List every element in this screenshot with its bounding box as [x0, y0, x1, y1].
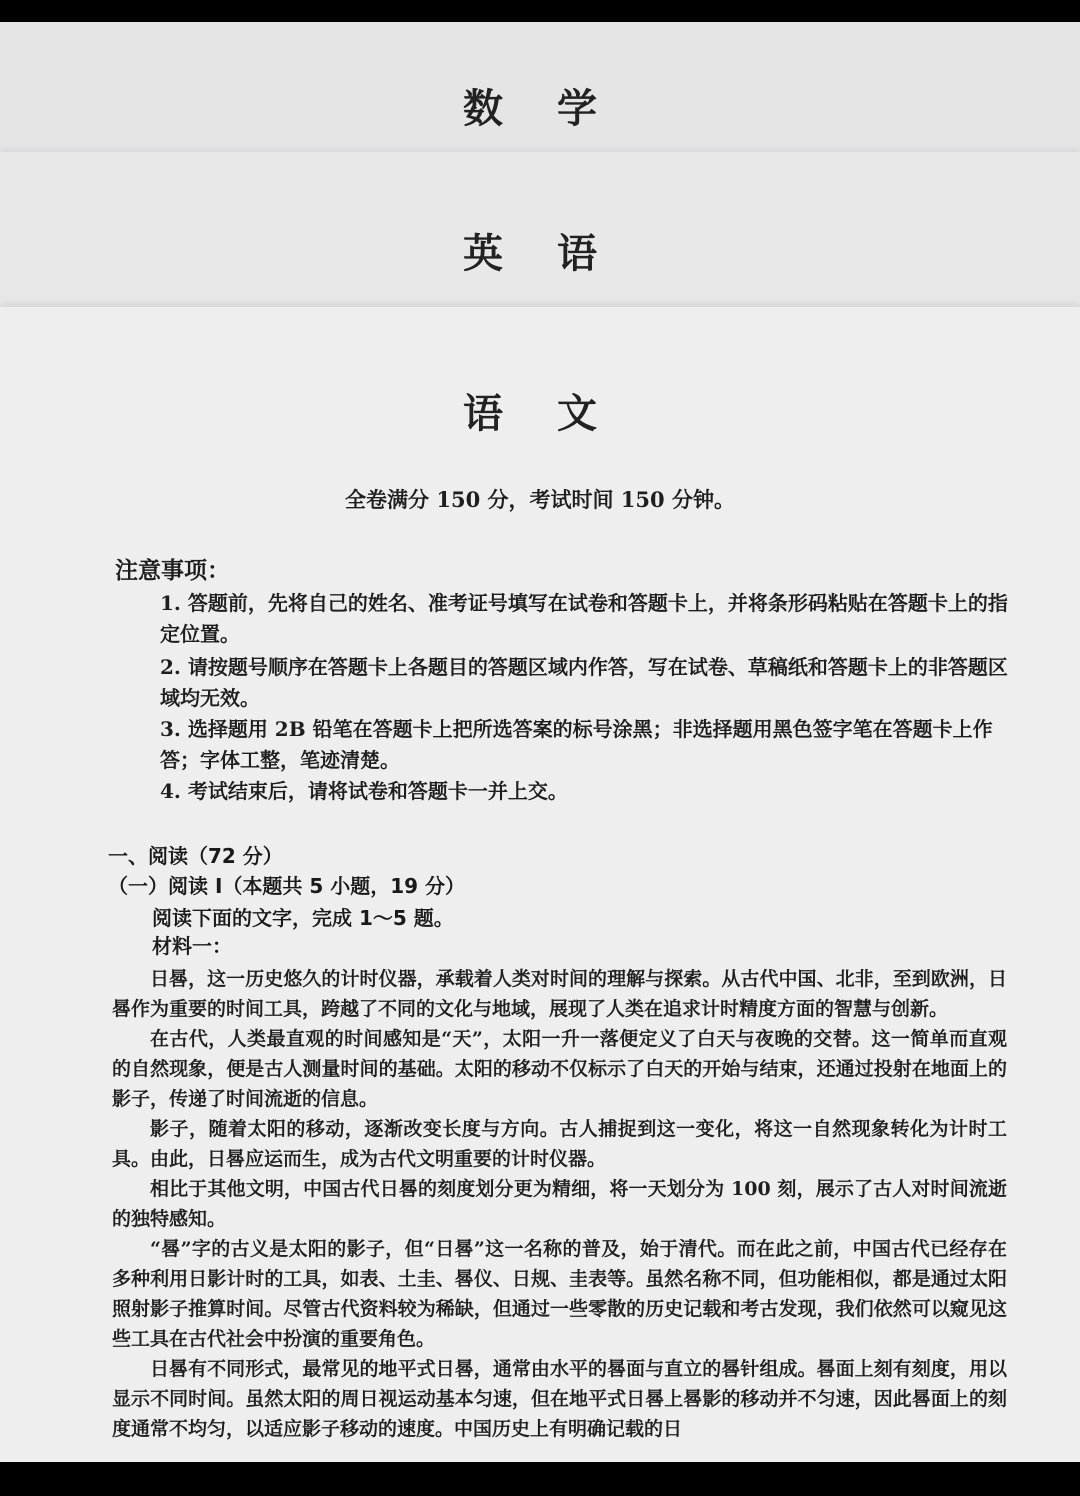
- passage-paragraph: 日晷，这一历史悠久的计时仪器，承载着人类对时间的理解与探索。从古代中国、北非，至到欧洲，日晷作为重要的时间工具，跨越了不同的文化与地域，展现了人类在追求计时精度方面的智慧与创新。: [112, 968, 1007, 1020]
- passage-paragraph: 影子，随着太阳的移动，逐渐改变长度与方向。古人捕捉到这一变化，将这一自然现象转化为计时工具。由此，日晷应运而生，成为古代文明重要的计时仪器。: [112, 1118, 1007, 1170]
- note-item: 1. 答题前，先将自己的姓名、准考证号填写在试卷和答题卡上，并将条形码粘贴在答题卡上的指定位置。: [160, 591, 1008, 646]
- material-label: 材料一：: [152, 934, 232, 958]
- section-heading: 一、阅读（72 分）: [108, 844, 283, 868]
- passage-paragraph: 在古代，人类最直观的时间感知是“天”，太阳一升一落便定义了白天与夜晚的交替。这一简单而直观的自然现象，便是古人测量时间的基础。太阳的移动不仅标示了白天的开始与结束，还通过投射在地面上的影子，传递了时间流逝的信息。: [112, 1028, 1007, 1110]
- note-item: 2. 请按题号顺序在答题卡上各题目的答题区域内作答，写在试卷、草稿纸和答题卡上的非答题区域均无效。: [160, 655, 1008, 710]
- notes-title: 注意事项：: [115, 557, 230, 584]
- chinese-title: 语 文: [463, 391, 617, 437]
- note-item: 3. 选择题用 2B 铅笔在答题卡上把所选答案的标号涂黑；非选择题用黑色签字笔在答题卡上作答；字体工整，笔迹清楚。: [160, 717, 993, 772]
- note-item: 4. 考试结束后，请将试卷和答题卡一并上交。: [160, 779, 568, 803]
- bottom-black-bar: [0, 1462, 1080, 1496]
- top-black-bar: [0, 0, 1080, 22]
- math-title: 数 学: [463, 86, 617, 132]
- reading-passage: [112, 964, 1007, 1444]
- passage-paragraph: 日晷有不同形式，最常见的地平式日晷，通常由水平的晷面与直立的晷针组成。晷面上刻有刻度，用以显示不同时间。虽然太阳的周日视运动基本匀速，但在地平式日晷上晷影的移动并不匀速，因此晷面上的刻度通常不均匀，以适应影子移动的速度。中国历史上有明确记载的日: [112, 1358, 1007, 1440]
- passage-paragraph: 相比于其他文明，中国古代日晷的刻度划分更为精细，将一天划分为 100 刻，展示了古人对时间流逝的独特感知。: [112, 1178, 1007, 1230]
- english-title: 英 语: [463, 231, 617, 277]
- section-sub-heading: （一）阅读 Ⅰ（本题共 5 小题，19 分）: [108, 874, 466, 898]
- exam-info: 全卷满分 150 分，考试时间 150 分钟。: [345, 487, 735, 512]
- exam-paper-photo: [0, 22, 1080, 1462]
- passage-paragraph: “晷”字的古义是太阳的影子，但“日晷”这一名称的普及，始于清代。而在此之前，中国古代已经存在多种利用日影计时的工具，如表、土圭、晷仪、日规、圭表等。虽然名称不同，但功能相似，都是通过太阳照射影子推算时间。尽管古代资料较为稀缺，但通过一些零散的历史记载和考古发现，我们依然可以窥见这些工具在古代社会中扮演的重要角色。: [112, 1238, 1007, 1350]
- section-instruction: 阅读下面的文字，完成 1～5 题。: [152, 906, 454, 930]
